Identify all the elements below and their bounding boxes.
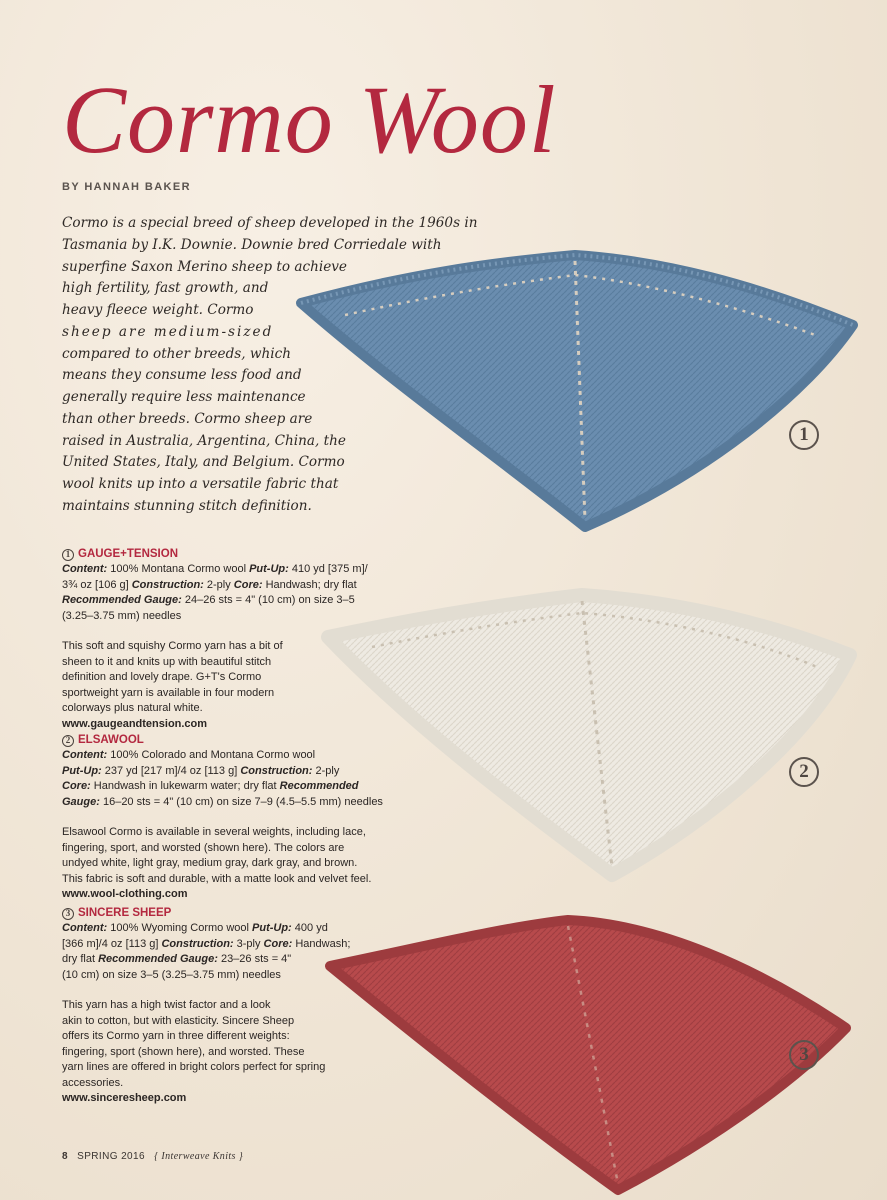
- spec-value: 23–26 sts = 4": [217, 953, 292, 965]
- spec-value: 2-ply: [203, 578, 234, 591]
- yarn-description-line: definition and lovely drape. G+T's Cormo: [62, 671, 262, 683]
- yarn-description: [62, 639, 402, 717]
- yarn-description-line: Elsawool Cormo is available in several weights, including lace,: [62, 826, 366, 838]
- yarn-number-badge: 3: [62, 908, 74, 920]
- yarn-description-line: colorways plus natural white.: [62, 702, 203, 714]
- spec-value: 3-ply: [233, 937, 264, 950]
- page-number: 8: [62, 1151, 68, 1162]
- swatch-2-number-badge: 2: [789, 757, 819, 787]
- yarn-spec-line: [62, 968, 402, 984]
- yarn-spec-line: [62, 952, 402, 968]
- spec-value: Handwash; dry flat: [262, 578, 357, 591]
- yarn-description-line: sportweight yarn is available in four modern: [62, 686, 275, 699]
- intro-line: than other breeds. Cormo sheep are: [62, 410, 313, 427]
- yarn-description: [62, 825, 402, 887]
- spec-label: Content:: [62, 922, 108, 934]
- swatch-1-number-badge: 1: [789, 420, 819, 450]
- yarn-spec-line: [62, 562, 402, 578]
- yarn-specs: [62, 748, 402, 810]
- yarn-description-line: yarn lines are offered in bright colors perfect for spring: [62, 1061, 326, 1073]
- yarn-description-line: fingering, sport, and worsted (shown here). The colors are: [62, 841, 345, 854]
- yarn-section-1: [62, 547, 402, 732]
- yarn-spec-line: [62, 795, 402, 811]
- intro-line: Tasmania by I.K. Downie. Downie bred Corriedale with: [62, 236, 442, 253]
- spec-label: Content:: [62, 749, 108, 761]
- yarn-spec-line: [62, 764, 402, 780]
- intro-line: United States, Italy, and Belgium. Cormo: [62, 454, 345, 471]
- spec-value: dry flat: [62, 953, 99, 965]
- yarn-name: ELSAWOOL: [78, 733, 144, 746]
- spec-value: 237 yd [217 m]/4 oz [113 g]: [101, 764, 241, 777]
- yarn-spec-line: [62, 609, 402, 625]
- yarn-description-line: undyed white, light gray, medium gray, dark gray, and brown.: [62, 857, 358, 869]
- yarn-number-badge: 2: [62, 735, 74, 747]
- yarn-spec-line: [62, 779, 402, 795]
- spec-value: Handwash;: [292, 937, 351, 950]
- yarn-spec-line: [62, 748, 402, 764]
- intro-line: generally require less maintenance: [62, 389, 306, 405]
- yarn-specs: [62, 562, 402, 624]
- intro-line: compared to other breeds, which: [62, 345, 292, 362]
- spec-value: 100% Colorado and Montana Cormo wool: [107, 749, 316, 761]
- spec-value: 100% Wyoming Cormo wool: [107, 922, 253, 934]
- yarn-website-link[interactable]: www.gaugeandtension.com: [62, 717, 208, 730]
- intro-line: wool knits up into a versatile fabric that: [62, 476, 339, 492]
- yarn-name: GAUGE+TENSION: [78, 547, 179, 560]
- yarn-spec-line: [62, 578, 402, 594]
- yarn-description-line: fingering, sport (shown here), and worsted. These: [62, 1045, 305, 1058]
- spec-label: Content:: [62, 563, 108, 575]
- yarn-description-line: accessories.: [62, 1076, 124, 1089]
- magazine-name: { Interweave Knits }: [154, 1151, 244, 1162]
- spec-label: Core:: [263, 937, 293, 950]
- yarn-number-badge: 1: [62, 549, 74, 561]
- spec-value: 24–26 sts = 4" (10 cm) on size 3–5: [181, 594, 355, 606]
- yarn-description-line: This yarn has a high twist factor and a look: [62, 999, 271, 1011]
- spec-value: (3.25–3.75 mm) needles: [62, 609, 182, 622]
- yarn-spec-line: [62, 593, 402, 609]
- intro-line: maintains stunning stitch definition.: [62, 497, 312, 514]
- spec-value: 3¾ oz [106 g]: [62, 578, 132, 591]
- yarn-heading: [62, 547, 402, 562]
- yarn-website-link[interactable]: www.wool-clothing.com: [62, 888, 188, 900]
- spec-label: Put-Up:: [249, 563, 289, 575]
- spec-value: [366 m]/4 oz [113 g]: [62, 937, 162, 950]
- intro-line: means they consume less food and: [62, 367, 302, 384]
- spec-label: Core:: [62, 780, 91, 792]
- yarn-description-line: akin to cotton, but with elasticity. Sincere Sheep: [62, 1014, 295, 1027]
- spec-value: 2-ply: [312, 764, 340, 777]
- yarn-section-3: [62, 906, 402, 1107]
- intro-line: Cormo is a special breed of sheep developed in the 1960s in: [62, 215, 478, 231]
- yarn-spec-line: [62, 937, 402, 953]
- page-footer: [62, 1151, 243, 1162]
- yarn-specs: [62, 921, 402, 983]
- spec-label: Recommended Gauge:: [62, 594, 182, 606]
- spec-label: Construction:: [131, 578, 204, 591]
- spec-value: 100% Montana Cormo wool: [107, 563, 250, 575]
- spec-label: Recommended Gauge:: [98, 953, 218, 965]
- spec-label: Construction:: [240, 764, 313, 777]
- yarn-description-line: offers its Cormo yarn in three different weights:: [62, 1030, 290, 1042]
- yarn-heading: [62, 733, 402, 748]
- yarn-description-line: This soft and squishy Cormo yarn has a bit of: [62, 640, 283, 652]
- intro-paragraph: [62, 213, 477, 518]
- swatch-3-number-badge: 3: [789, 1040, 819, 1070]
- article-title: Cormo Wool: [62, 66, 557, 173]
- yarn-section-2: [62, 733, 402, 903]
- intro-line: superfine Saxon Merino sheep to achieve: [62, 258, 347, 275]
- issue-label: SPRING 2016: [77, 1151, 145, 1162]
- spec-label: Core:: [233, 578, 263, 591]
- yarn-heading: [62, 906, 402, 921]
- yarn-website-link[interactable]: www.sinceresheep.com: [62, 1092, 187, 1104]
- yarn-description: [62, 998, 402, 1091]
- spec-label: Construction:: [161, 937, 234, 950]
- spec-label: Put-Up:: [62, 764, 102, 777]
- intro-line: raised in Australia, Argentina, China, the: [62, 432, 346, 449]
- intro-line: high fertility, fast growth, and: [62, 280, 269, 297]
- spec-value: 400 yd: [291, 922, 328, 934]
- intro-line: sheep are medium-sized: [62, 323, 274, 340]
- byline: BY HANNAH BAKER: [62, 181, 191, 193]
- spec-label: Recommended: [279, 780, 359, 792]
- spec-value: 410 yd [375 m]/: [288, 563, 368, 575]
- intro-line: heavy fleece weight. Cormo: [62, 302, 254, 318]
- spec-value: 16–20 sts = 4" (10 cm) on size 7–9 (4.5–5.5 mm) needles: [99, 795, 383, 808]
- spec-value: (10 cm) on size 3–5 (3.25–3.75 mm) needles: [62, 968, 281, 981]
- spec-value: Handwash in lukewarm water; dry flat: [90, 780, 280, 792]
- yarn-name: SINCERE SHEEP: [78, 906, 172, 919]
- yarn-description-line: This fabric is soft and durable, with a matte look and velvet feel.: [62, 872, 372, 885]
- yarn-description-line: sheen to it and knits up with beautiful stitch: [62, 655, 272, 668]
- yarn-spec-line: [62, 921, 402, 937]
- spec-label: Put-Up:: [252, 922, 292, 934]
- spec-label: Gauge:: [62, 795, 100, 808]
